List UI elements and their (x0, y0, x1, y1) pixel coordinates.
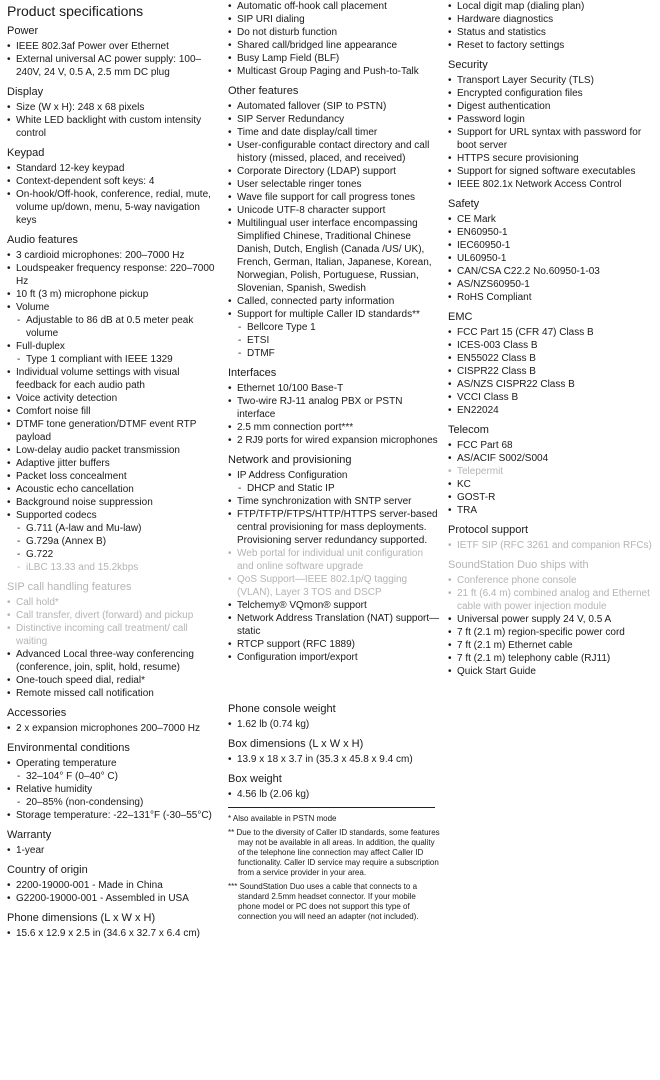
spec-item: • 2 RJ9 ports for wired expansion microphones (228, 434, 440, 447)
spec-list (228, 0, 440, 78)
spec-list (228, 100, 440, 360)
spec-item: • CAN/CSA C22.2 No.60950-1-03 (448, 265, 658, 278)
spec-section (228, 0, 440, 78)
spec-item: • Network Address Translation (NAT) support—static (228, 612, 440, 638)
section-heading: Box weight (228, 773, 282, 785)
spec-item: • UL60950-1 (448, 252, 658, 265)
spec-item: • Automatic off-hook call placement (228, 0, 440, 13)
spec-item: • Quick Start Guide (448, 665, 658, 678)
spec-list (7, 879, 220, 905)
spec-item: • Adaptive jitter buffers (7, 457, 220, 470)
spec-item: • Hardware diagnostics (448, 13, 658, 26)
spec-item: • Comfort noise fill (7, 405, 220, 418)
divider (228, 807, 435, 808)
spec-item: • AS/ACIF S002/S004 (448, 452, 658, 465)
spec-item: • External universal AC power supply: 100–240V, 24 V, 0.5 A, 2.5 mm DC plug (7, 53, 220, 79)
section-heading: Box dimensions (L x W x H) (228, 738, 364, 750)
spec-item: • Web portal for individual unit configuration and online software upgrade (228, 547, 440, 573)
spec-item: • 7 ft (2.1 m) region-specific power cord (448, 626, 658, 639)
section-heading: Warranty (7, 829, 52, 841)
spec-section (448, 310, 658, 417)
spec-section (7, 24, 220, 79)
spec-list (448, 439, 658, 517)
spec-item: • 4.56 lb (2.06 kg) (228, 788, 440, 801)
spec-item: • Full-duplex (7, 340, 220, 353)
spec-section (7, 580, 220, 700)
section-heading: Accessories (7, 707, 67, 719)
spec-sub-item: - ETSI (228, 334, 440, 347)
spec-item: • FCC Part 15 (CFR 47) Class B (448, 326, 658, 339)
section-heading: Phone console weight (228, 703, 336, 715)
spec-item: • Ethernet 10/100 Base-T (228, 382, 440, 395)
spec-item: • Operating temperature (7, 757, 220, 770)
spec-sub-item: - DTMF (228, 347, 440, 360)
spec-item: • Transport Layer Security (TLS) (448, 74, 658, 87)
spec-item: • Background noise suppression (7, 496, 220, 509)
spec-section (228, 453, 440, 664)
spec-item: • Do not disturb function (228, 26, 440, 39)
section-heading: Country of origin (7, 864, 88, 876)
section-heading: Safety (448, 198, 480, 210)
spec-item: • IEC60950-1 (448, 239, 658, 252)
section-heading: Environmental conditions (7, 742, 130, 754)
spec-item: • Corporate Directory (LDAP) support (228, 165, 440, 178)
footnote: * Also available in PSTN mode (228, 814, 337, 823)
spec-item: • Encrypted configuration files (448, 87, 658, 100)
spec-item: • GOST-R (448, 491, 658, 504)
spec-sub-item: - Adjustable to 86 dB at 0.5 meter peak volume (7, 314, 220, 340)
spec-list (448, 539, 658, 552)
section-heading: SoundStation Duo ships with (448, 559, 589, 571)
spec-section (228, 772, 440, 801)
spec-sub-item: - Type 1 compliant with IEEE 1329 (7, 353, 220, 366)
section-heading: Other features (228, 85, 299, 97)
spec-item: • IP Address Configuration (228, 469, 440, 482)
spec-item: • IEEE 802.1x Network Access Control (448, 178, 658, 191)
spec-item: • Standard 12-key keypad (7, 162, 220, 175)
section-heading: SIP call handling features (7, 581, 132, 593)
sections-middle-weights (228, 702, 440, 801)
section-heading: Security (448, 59, 488, 71)
spec-sub-item: - Bellcore Type 1 (228, 321, 440, 334)
spec-item: • Packet loss concealment (7, 470, 220, 483)
footnote: ** Due to the diversity of Caller ID standards, some features may not be available in all areas. In addition, the quality of the telephone line connection may affect Caller ID functionality. Caller ID service may require a subscription from a service provider in your area. (228, 828, 440, 877)
spec-item: • 2200-19000-001 - Made in China (7, 879, 220, 892)
sections-middle (228, 0, 440, 664)
spec-item: • Unicode UTF-8 character support (228, 204, 440, 217)
spec-item: • RTCP support (RFC 1889) (228, 638, 440, 651)
spec-item: • Conference phone console (448, 574, 658, 587)
spec-item: • EN55022 Class B (448, 352, 658, 365)
spec-item: • Relative humidity (7, 783, 220, 796)
spec-section (448, 197, 658, 304)
spec-item: • Telepermit (448, 465, 658, 478)
spec-item: • DTMF tone generation/DTMF event RTP payload (7, 418, 220, 444)
spec-item: • KC (448, 478, 658, 491)
spec-list (7, 162, 220, 227)
spec-item: • Call transfer, divert (forward) and pickup (7, 609, 220, 622)
spec-sub-item: - iLBC 13.33 and 15.2kbps (7, 561, 220, 574)
spec-item: • User-configurable contact directory and call history (missed, placed, and received) (228, 139, 440, 165)
spec-item: • VCCI Class B (448, 391, 658, 404)
spec-item: • RoHS Compliant (448, 291, 658, 304)
spec-item: • One-touch speed dial, redial* (7, 674, 220, 687)
section-heading: Network and provisioning (228, 454, 352, 466)
spec-item: • EN22024 (448, 404, 658, 417)
spec-item: • Remote missed call notification (7, 687, 220, 700)
spec-section (448, 58, 658, 191)
column-middle (228, 0, 440, 926)
spec-item: • 1.62 lb (0.74 kg) (228, 718, 440, 731)
spec-section (7, 911, 220, 940)
spec-item: • AS/NZS60950-1 (448, 278, 658, 291)
spec-sub-item: - DHCP and Static IP (228, 482, 440, 495)
spec-sub-item: - 32–104° F (0–40° C) (7, 770, 220, 783)
spec-item: • Support for multiple Caller ID standards** (228, 308, 440, 321)
spec-item: • Size (W x H): 248 x 68 pixels (7, 101, 220, 114)
spec-item: • Loudspeaker frequency response: 220–7000 Hz (7, 262, 220, 288)
spec-section (228, 702, 440, 731)
spec-item: • User selectable ringer tones (228, 178, 440, 191)
spec-item: • Local digit map (dialing plan) (448, 0, 658, 13)
page-title: Product specifications (7, 3, 144, 19)
spec-item: • Digest authentication (448, 100, 658, 113)
spec-list (7, 40, 220, 79)
spec-item: • Low-delay audio packet transmission (7, 444, 220, 457)
spec-section (228, 84, 440, 360)
spec-list (448, 213, 658, 304)
spec-item: • Supported codecs (7, 509, 220, 522)
spec-item: • ICES-003 Class B (448, 339, 658, 352)
spec-item: • CE Mark (448, 213, 658, 226)
section-heading: Interfaces (228, 367, 277, 379)
spec-list (7, 101, 220, 140)
spec-item: • SIP Server Redundancy (228, 113, 440, 126)
section-heading: Power (7, 25, 39, 37)
spec-item: • 7 ft (2.1 m) telephony cable (RJ11) (448, 652, 658, 665)
spec-sub-item: - G.729a (Annex B) (7, 535, 220, 548)
spec-item: • Storage temperature: -22–131°F (-30–55°C) (7, 809, 220, 822)
sections-right (448, 0, 658, 678)
spec-item: • Called, connected party information (228, 295, 440, 308)
spec-item: • Status and statistics (448, 26, 658, 39)
column-right (448, 0, 658, 684)
spec-item: • Wave file support for call progress tones (228, 191, 440, 204)
spec-item: • HTTPS secure provisioning (448, 152, 658, 165)
spec-item: • White LED backlight with custom intensity control (7, 114, 220, 140)
spec-item: • Configuration import/export (228, 651, 440, 664)
sections-left (7, 24, 220, 940)
spec-item: • Multilingual user interface encompassing Simplified Chinese, Traditional Chinese Danish, Dutch, English (Canada /US/ UK), French, German, Italian, Japanese, Korean, Norwegian, Polish, Portuguese, Russian, Slovenian, Spanish, Swedish (228, 217, 440, 295)
section-heading: Audio features (7, 234, 78, 246)
spec-list (448, 574, 658, 678)
spec-item: • 3 cardioid microphones: 200–7000 Hz (7, 249, 220, 262)
spec-section (448, 523, 658, 552)
spec-list (448, 0, 658, 52)
spec-item: • Universal power supply 24 V, 0.5 A (448, 613, 658, 626)
spec-item: • IETF SIP (RFC 3261 and companion RFCs) (448, 539, 658, 552)
spec-list (448, 326, 658, 417)
spec-item: • Multicast Group Paging and Push-to-Talk (228, 65, 440, 78)
spec-item: • 7 ft (2.1 m) Ethernet cable (448, 639, 658, 652)
spec-item: • Support for URL syntax with password for boot server (448, 126, 658, 152)
spec-item: • 13.9 x 18 x 3.7 in (35.3 x 45.8 x 9.4 cm) (228, 753, 440, 766)
spec-item: • G2200-19000-001 - Assembled in USA (7, 892, 220, 905)
spec-item: • Reset to factory settings (448, 39, 658, 52)
spec-section (448, 423, 658, 517)
spec-list (7, 844, 220, 857)
spec-item: • Context-dependent soft keys: 4 (7, 175, 220, 188)
spec-item: • 21 ft (6.4 m) combined analog and Ethernet cable with power injection module (448, 587, 658, 613)
spec-list (228, 382, 440, 447)
spec-section (7, 233, 220, 574)
spec-section (7, 706, 220, 735)
spec-sub-item: - G.711 (A-law and Mu-law) (7, 522, 220, 535)
spec-section (7, 741, 220, 822)
spec-item: • FCC Part 68 (448, 439, 658, 452)
spec-item: • 2 x expansion microphones 200–7000 Hz (7, 722, 220, 735)
spec-list (7, 249, 220, 574)
spec-item: • IEEE 802.3af Power over Ethernet (7, 40, 220, 53)
spec-item: • Busy Lamp Field (BLF) (228, 52, 440, 65)
spec-item: • FTP/TFTP/FTPS/HTTP/HTTPS server-based central provisioning for mass deployments. Provisioning server redundancy supported. (228, 508, 440, 547)
spec-item: • QoS Support—IEEE 802.1p/Q tagging (VLAN), Layer 3 TOS and DSCP (228, 573, 440, 599)
spec-item: • 15.6 x 12.9 x 2.5 in (34.6 x 32.7 x 6.4 cm) (7, 927, 220, 940)
spec-list (7, 927, 220, 940)
spec-list (228, 718, 440, 731)
spec-item: • Call hold* (7, 596, 220, 609)
spec-item: • Automated fallover (SIP to PSTN) (228, 100, 440, 113)
spec-item: • Time and date display/call timer (228, 126, 440, 139)
footnote: *** SoundStation Duo uses a cable that connects to a standard 2.5mm headset connector. If your mobile phone model or PC does not support this type of connection you will need an adapter (not included). (228, 882, 419, 921)
spec-sub-item: - G.722 (7, 548, 220, 561)
section-heading: Protocol support (448, 524, 529, 536)
spec-section (228, 737, 440, 766)
spec-section (7, 863, 220, 905)
section-heading: Display (7, 86, 44, 98)
spec-item: • On-hook/Off-hook, conference, redial, mute, volume up/down, menu, 5-way navigation keys (7, 188, 220, 227)
spec-item: • Support for signed software executables (448, 165, 658, 178)
spec-item: • CISPR22 Class B (448, 365, 658, 378)
spec-item: • Volume (7, 301, 220, 314)
spec-list (7, 596, 220, 700)
spec-list (7, 757, 220, 822)
spec-item: • 2.5 mm connection port*** (228, 421, 440, 434)
spec-item: • TRA (448, 504, 658, 517)
spec-list (228, 469, 440, 664)
spec-item: • Individual volume settings with visual feedback for each audio path (7, 366, 220, 392)
section-heading: EMC (448, 311, 473, 323)
spec-item: • 1-year (7, 844, 220, 857)
spec-section (448, 0, 658, 52)
spec-item: • 10 ft (3 m) microphone pickup (7, 288, 220, 301)
spec-item: • Acoustic echo cancellation (7, 483, 220, 496)
footnotes (228, 814, 440, 922)
section-heading: Telecom (448, 424, 489, 436)
spec-section (7, 146, 220, 227)
spec-item: • Shared call/bridged line appearance (228, 39, 440, 52)
spec-item: • Distinctive incoming call treatment/ call waiting (7, 622, 220, 648)
spec-list (228, 753, 440, 766)
spec-section (7, 85, 220, 140)
spec-item: • Time synchronization with SNTP server (228, 495, 440, 508)
spec-item: • Two-wire RJ-11 analog PBX or PSTN interface (228, 395, 440, 421)
spec-item: • AS/NZS CISPR22 Class B (448, 378, 658, 391)
spec-list (7, 722, 220, 735)
spec-item: • Telchemy® VQmon® support (228, 599, 440, 612)
spec-section (7, 828, 220, 857)
column-left (7, 0, 220, 946)
spec-sub-item: - 20–85% (non-condensing) (7, 796, 220, 809)
spec-item: • SIP URI dialing (228, 13, 440, 26)
spec-section (448, 558, 658, 678)
spec-item: • EN60950-1 (448, 226, 658, 239)
spec-item: • Password login (448, 113, 658, 126)
spec-section (228, 366, 440, 447)
spec-list (228, 788, 440, 801)
spec-item: • Voice activity detection (7, 392, 220, 405)
spec-list (448, 74, 658, 191)
section-heading: Phone dimensions (L x W x H) (7, 912, 156, 924)
spec-item: • Advanced Local three-way conferencing (conference, join, split, hold, resume) (7, 648, 220, 674)
section-heading: Keypad (7, 147, 45, 159)
